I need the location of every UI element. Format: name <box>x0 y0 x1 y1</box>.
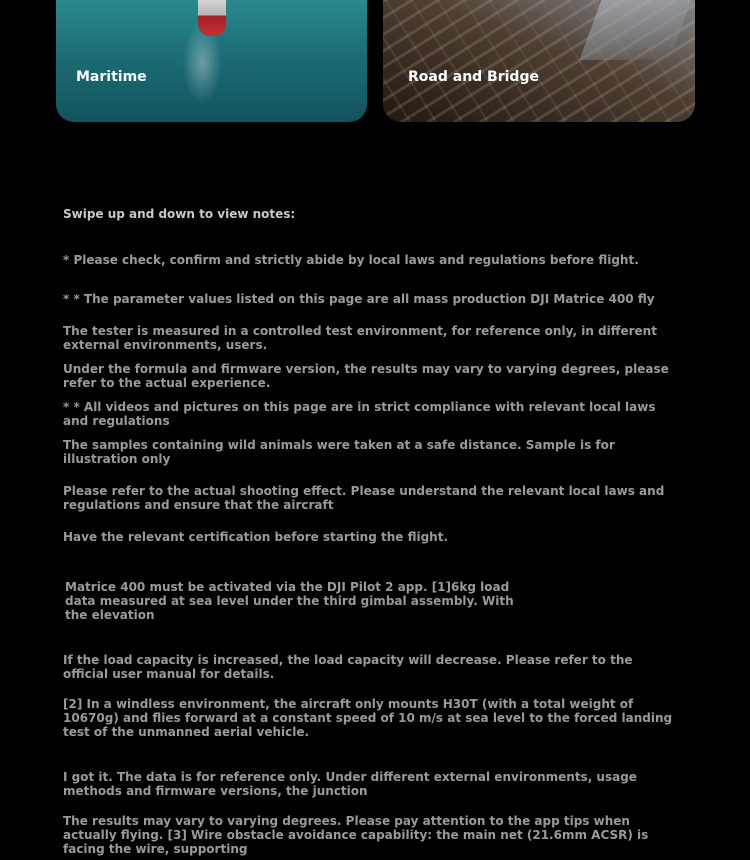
note-item: Under the formula and firmware version, the results may vary to varying degrees, please refer to the actual experience. <box>63 362 669 390</box>
note-item: Have the relevant certification before starting the flight. <box>63 530 449 544</box>
note-item: [2] In a windless environment, the aircraft only mounts H30T (with a total weight of 10670g) and flies forward at a constant speed of 10 m/s at sea level to the forced landing test of the unmanned aerial vehicle. <box>63 697 673 739</box>
note-item: Matrice 400 must be activated via the DJI Pilot 2 app. [1]6kg load data measured at sea level under the third gimbal assembly. With the elevation <box>65 580 514 622</box>
note-item: If the load capacity is increased, the load capacity will decrease. Please refer to the official user manual for details. <box>63 653 633 681</box>
note-item: * * The parameter values listed on this page are all mass production DJI Matrice 400 fly <box>63 292 655 306</box>
road-and-bridge-card[interactable] <box>383 0 695 122</box>
maritime-card-label: Maritime <box>76 69 147 85</box>
note-item: The tester is measured in a controlled test environment, for reference only, in different external environments, users. <box>63 324 657 352</box>
note-item: Please refer to the actual shooting effect. Please understand the relevant local laws and regulations and ensure that the aircraft <box>63 484 665 512</box>
notes-heading: Swipe up and down to view notes: <box>63 207 296 221</box>
note-item: The samples containing wild animals were taken at a safe distance. Sample is for illustration only <box>63 438 615 466</box>
note-item: * Please check, confirm and strictly abide by local laws and regulations before flight. <box>63 253 639 267</box>
note-item: I got it. The data is for reference only. Under different external environments, usage methods and firmware versions, the junction <box>63 770 637 798</box>
notes-section <box>63 205 678 856</box>
ship-image <box>198 0 226 36</box>
road-and-bridge-card-label: Road and Bridge <box>408 69 539 85</box>
note-item: The results may vary to varying degrees. Please pay attention to the app tips when actually flying. [3] Wire obstacle avoidance capability: the main net (21.6mm ACSR) is facing the wire, supporting <box>63 814 649 856</box>
note-item: * * All videos and pictures on this page are in strict compliance with relevant local laws and regulations <box>63 400 656 428</box>
maritime-card[interactable] <box>56 0 367 122</box>
